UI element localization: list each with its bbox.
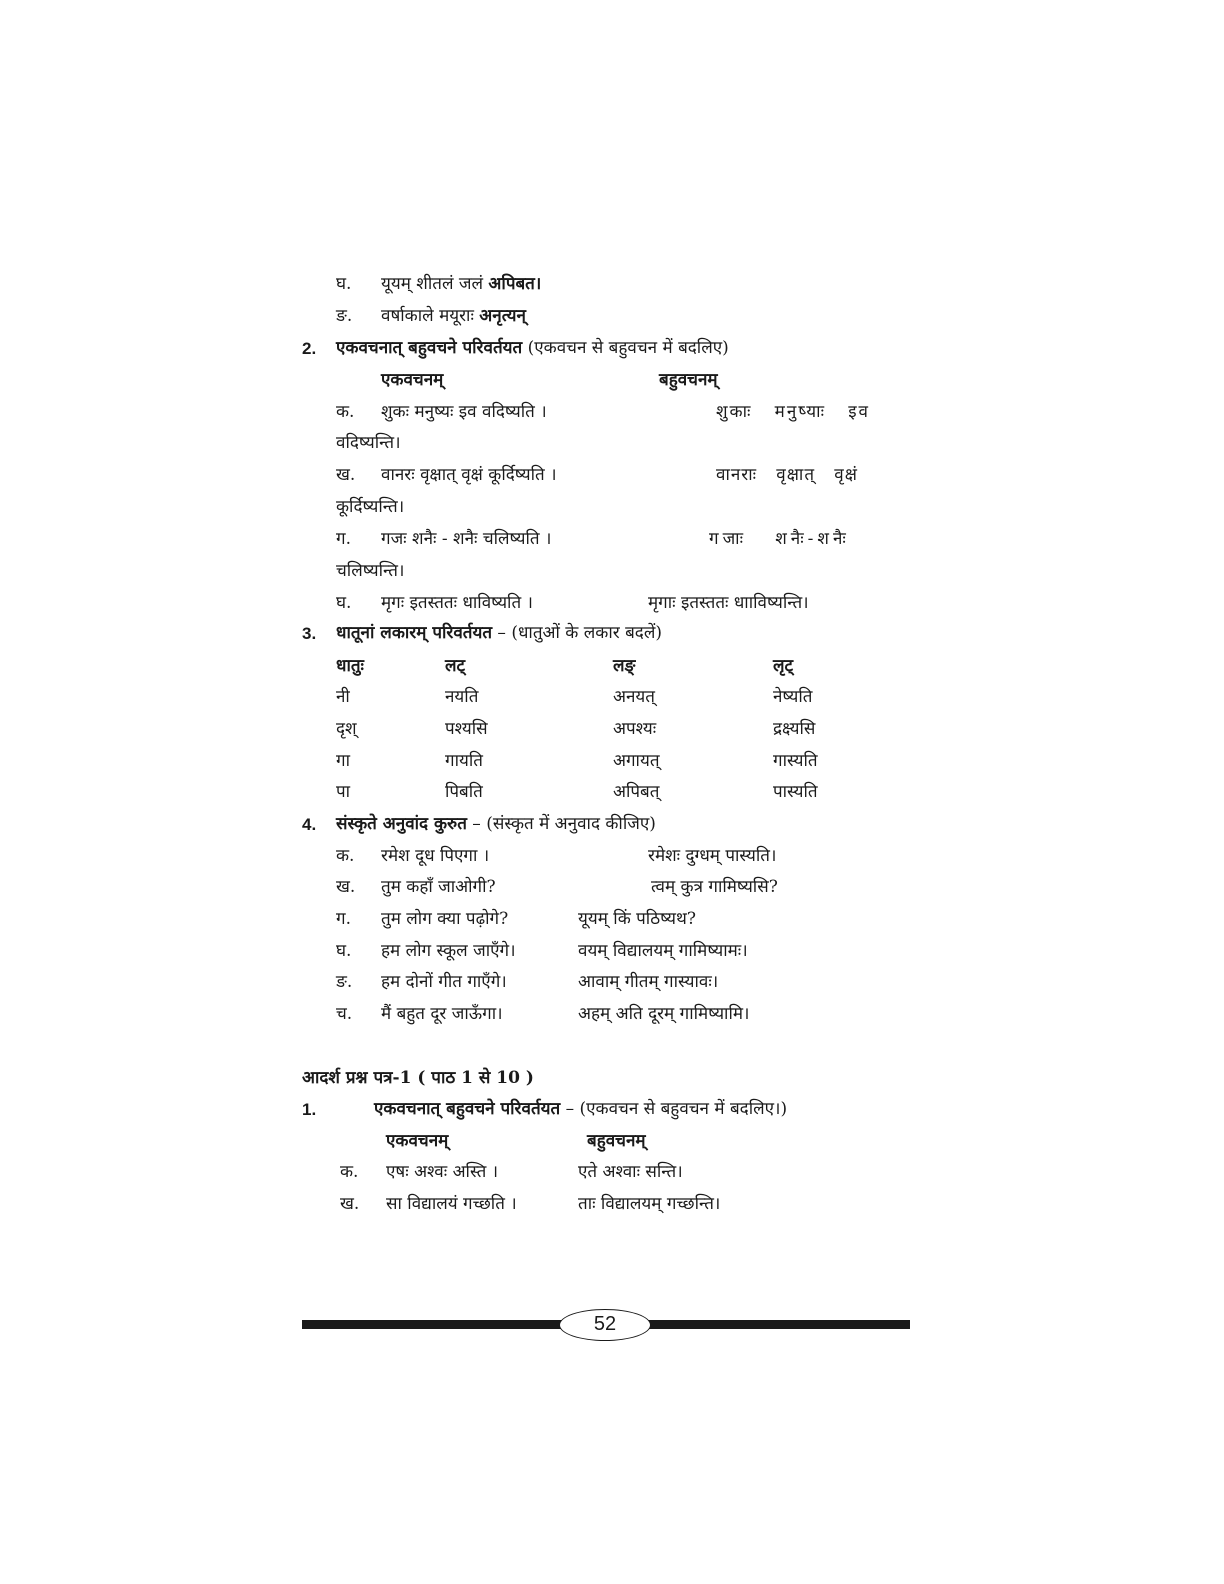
table-cell: द्रक्ष्यसि [773,719,816,739]
section-hint: – (संस्कृत में अनुवाद कीजिए) [466,814,656,834]
item-mark: ख. [336,465,356,485]
plural-sentence: गजाः शनैः-शनैः [709,529,850,549]
hindi-sentence: हम लोग स्कूल जाएँगे। [381,941,516,961]
table-cell: गा [336,751,350,771]
singular-sentence: गजः शनैः - शनैः चलिष्यति । [381,529,552,549]
plural-sentence: ताः विद्यालयम् गच्छन्ति। [578,1194,721,1214]
table-cell: अपश्यः [613,719,657,739]
column-header-singular: एकवचनम् [381,370,444,390]
question-heading [374,1098,787,1120]
item-mark: क. [336,402,355,422]
item-mark: ग. [336,909,351,929]
plural-sentence: मृगाः इतस्ततः धााविष्यन्ति। [648,593,809,613]
table-header-dhatu: धातुः [336,656,364,676]
section-title: एकवचनात् बहुवचने परिवर्तयत [336,338,523,358]
item-mark: घ. [336,941,352,961]
column-header-plural: बहुवचनम् [587,1131,646,1151]
question-title: एकवचनात् बहुवचने परिवर्तयत [374,1099,561,1119]
section-number: 3. [302,624,317,643]
sentence-text: वर्षाकाले मयूराः [381,306,480,326]
plural-continuation: कूर्दिष्यन्ति। [336,497,405,517]
table-cell: पा [336,782,351,802]
table-cell: अपिबत् [613,782,660,802]
plural-continuation: चलिष्यन्ति। [336,561,405,581]
item-mark: क. [340,1162,359,1182]
table-cell: नयति [445,687,479,707]
section-heading [336,337,729,359]
table-header-lat: लट् [445,656,466,676]
sanskrit-translation: अहम् अति दूरम् गामिष्यामि। [578,1004,750,1024]
singular-sentence: शुकः मनुष्यः इव वदिष्यति । [381,402,547,422]
item-mark: ङ. [336,972,353,992]
sentence-gha [381,273,541,295]
singular-sentence: मृगः इतस्ततः धाविष्यति । [381,593,533,613]
section-hint: – (धातुओं के लकार बदलें) [492,623,662,643]
section-heading [336,622,662,644]
table-cell: दृश् [336,719,357,739]
section-number: 4. [302,815,317,834]
item-mark: क. [336,846,355,866]
sentence-verb: अनृत्यन् [479,306,526,326]
item-mark: ग. [336,529,351,549]
sentence-text: यूयम् शीतलं जलं [381,274,489,294]
section-number: 2. [302,339,317,358]
table-header-lang: लङ् [613,656,636,676]
sentence-nga [381,305,526,327]
column-header-plural: बहुवचनम् [659,370,718,390]
item-mark: घ. [336,593,352,613]
sanskrit-translation: आवाम् गीतम् गास्यावः। [578,972,719,992]
hindi-sentence: तुम कहाँ जाओगी? [381,877,496,897]
item-mark: ख. [336,877,356,897]
table-cell: पिबति [445,782,483,802]
question-hint: – (एकवचन से बहुवचन में बदलिए।) [560,1099,788,1119]
hindi-sentence: हम दोनों गीत गाएँगे। [381,972,507,992]
section-heading [336,813,656,835]
column-header-singular: एकवचनम् [386,1131,449,1151]
paper-heading: आदर्श प्रश्न पत्र-1 ( पाठ 1 से 10 ) [302,1068,534,1088]
table-cell: गायति [445,751,483,771]
sanskrit-translation: यूयम् किं पठिष्यथ? [578,909,696,929]
table-cell: पास्यति [773,782,818,802]
table-cell: अगायत् [613,751,660,771]
question-number: 1. [302,1100,317,1119]
plural-sentence: एते अश्वाः सन्ति। [578,1162,683,1182]
plural-sentence: वानराः वृक्षात् वृक्षं [716,465,858,485]
item-mark: च. [336,1004,353,1024]
plural-continuation: वदिष्यन्ति। [336,433,401,453]
plural-sentence: शुकाः मनुष्याः इव [716,402,871,422]
singular-sentence: सा विद्यालयं गच्छति । [386,1194,517,1214]
item-mark: घ. [336,274,352,294]
page-number: 52 [559,1309,651,1341]
sanskrit-translation: रमेशः दुग्धम् पास्यति। [648,846,777,866]
hindi-sentence: मैं बहुत दूर जाऊँगा। [381,1004,503,1024]
table-cell: नी [336,687,350,707]
sanskrit-translation: त्वम् कुत्र गामिष्यसि? [651,877,778,897]
sanskrit-translation: वयम् विद्यालयम् गामिष्यामः। [578,941,748,961]
section-title: संस्कृते अनुवांद कुरुत [336,814,467,834]
hindi-sentence: तुम लोग क्या पढ़ोगे? [381,909,509,929]
section-hint: (एकवचन से बहुवचन में बदलिए) [522,338,729,358]
item-mark: ख. [340,1194,360,1214]
singular-sentence: एषः अश्वः अस्ति । [386,1162,499,1182]
table-cell: पश्यसि [445,719,488,739]
table-cell: गास्यति [773,751,818,771]
section-title: धातूनां लकारम् परिवर्तयत [336,623,493,643]
singular-sentence: वानरः वृक्षात् वृक्षं कूर्दिष्यति । [381,465,557,485]
hindi-sentence: रमेश दूध पिएगा । [381,846,490,866]
sentence-verb: अपिबत। [488,274,542,294]
table-header-lrit: लृट् [773,656,794,676]
item-mark: ङ. [336,306,353,326]
table-cell: अनयत् [613,687,655,707]
table-cell: नेष्यति [773,687,813,707]
